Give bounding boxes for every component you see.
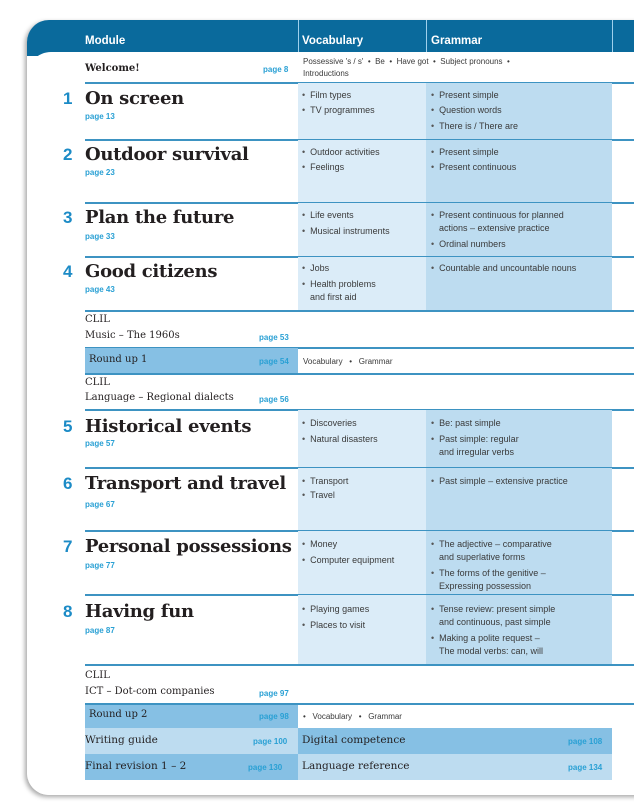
- vocab-item: • Discoveries: [302, 417, 357, 430]
- grammar-item: • Ordinal numbers: [431, 238, 506, 251]
- module-page[interactable]: page 23: [85, 168, 115, 177]
- grammar-item: • Be: past simple: [431, 417, 501, 430]
- module-page[interactable]: page 87: [85, 626, 115, 635]
- language-reference-title[interactable]: Language reference: [302, 760, 410, 772]
- module-number: 2: [63, 145, 73, 164]
- module-page[interactable]: page 57: [85, 439, 115, 448]
- module-title[interactable]: Historical events: [85, 416, 252, 437]
- grammar-item: • Tense review: present simple: [431, 603, 555, 616]
- welcome-topics-line1: Possessive 's / s' • Be • Have got • Subject pronouns •: [303, 57, 510, 66]
- vocab-item: • Film types: [302, 89, 351, 102]
- clil-title[interactable]: Language – Regional dialects: [85, 392, 234, 403]
- grammar-item-continued: actions – extensive practice: [439, 223, 550, 233]
- grammar-item: • The adjective – comparative: [431, 538, 552, 551]
- grammar-item: • The forms of the genitive –: [431, 567, 546, 580]
- grammar-item: • Present continuous for planned: [431, 209, 564, 222]
- vocab-item: • Travel: [302, 489, 335, 502]
- grammar-item: • Question words: [431, 104, 502, 117]
- module-number: 3: [63, 208, 73, 227]
- vocab-item: • Health problems: [302, 278, 376, 291]
- header-divider: [612, 20, 613, 56]
- row-divider: [85, 373, 634, 375]
- vocab-item: • Jobs: [302, 262, 329, 275]
- grammar-item: • Present simple: [431, 89, 499, 102]
- grammar-item: • Past simple – extensive practice: [431, 475, 568, 488]
- digital-competence-page[interactable]: page 108: [568, 737, 603, 746]
- row-divider: [85, 310, 634, 312]
- grammar-item-continued: and irregular verbs: [439, 447, 515, 457]
- welcome-title: Welcome!: [85, 63, 140, 74]
- roundup-topics: • Vocabulary • Grammar: [303, 712, 402, 721]
- writing-guide-page[interactable]: page 100: [253, 737, 288, 746]
- module-title[interactable]: Transport and travel: [85, 473, 286, 494]
- header-grammar: Grammar: [431, 35, 483, 47]
- vocab-item: • Transport: [302, 475, 348, 488]
- language-reference-page[interactable]: page 134: [568, 763, 603, 772]
- module-number: 8: [63, 602, 73, 621]
- vocab-item: • Money: [302, 538, 337, 551]
- module-title[interactable]: Outdoor survival: [85, 144, 249, 165]
- module-title[interactable]: Plan the future: [85, 207, 235, 228]
- module-title[interactable]: On screen: [85, 88, 184, 109]
- welcome-topics-line2: Introductions: [303, 69, 349, 78]
- grammar-item: • Countable and uncountable nouns: [431, 262, 576, 275]
- vocab-item: • TV programmes: [302, 104, 375, 117]
- module-page[interactable]: page 67: [85, 500, 115, 509]
- module-page[interactable]: page 33: [85, 232, 115, 241]
- table-body: [27, 52, 634, 795]
- vocab-item: • Computer equipment: [302, 554, 394, 567]
- grammar-item-continued: The modal verbs: can, will: [439, 646, 544, 656]
- clil-page[interactable]: page 53: [259, 333, 289, 342]
- final-revision-page[interactable]: page 130: [248, 763, 283, 772]
- vocab-item: • Musical instruments: [302, 225, 390, 238]
- vocab-item-continued: and first aid: [310, 292, 357, 302]
- module-number: 1: [63, 89, 73, 108]
- welcome-page[interactable]: page 8: [263, 65, 289, 74]
- grammar-item: • Present simple: [431, 146, 499, 159]
- roundup-page[interactable]: page 98: [259, 712, 289, 721]
- row-divider: [85, 664, 634, 666]
- module-page[interactable]: page 43: [85, 285, 115, 294]
- digital-competence-title[interactable]: Digital competence: [302, 734, 406, 746]
- clil-page[interactable]: page 56: [259, 395, 289, 404]
- grammar-item: • There is / There are: [431, 120, 518, 133]
- module-title[interactable]: Good citizens: [85, 261, 218, 282]
- clil-title[interactable]: ICT – Dot-com companies: [85, 686, 215, 697]
- roundup-title[interactable]: Round up 1: [89, 354, 148, 365]
- writing-guide-title[interactable]: Writing guide: [85, 734, 158, 746]
- module-title[interactable]: Personal possessions: [85, 536, 292, 557]
- clil-page[interactable]: page 97: [259, 689, 289, 698]
- final-revision-title[interactable]: Final revision 1 – 2: [85, 760, 187, 772]
- contents-card: [27, 20, 634, 795]
- vocab-item: • Playing games: [302, 603, 369, 616]
- grammar-item: • Making a polite request –: [431, 632, 540, 645]
- module-number: 4: [63, 262, 73, 281]
- roundup-title[interactable]: Round up 2: [89, 709, 148, 720]
- table-header: [27, 20, 634, 56]
- grammar-item-continued: and superlative forms: [439, 552, 526, 562]
- grammar-item: • Present continuous: [431, 161, 516, 174]
- module-page[interactable]: page 13: [85, 112, 115, 121]
- clil-label: CLIL: [85, 314, 110, 325]
- vocab-item: • Feelings: [302, 161, 344, 174]
- header-divider: [426, 20, 427, 56]
- vocab-item: • Natural disasters: [302, 433, 378, 446]
- grammar-item-continued: Expressing possession: [439, 581, 532, 591]
- clil-label: CLIL: [85, 377, 110, 388]
- module-page[interactable]: page 77: [85, 561, 115, 570]
- vocab-item: • Life events: [302, 209, 354, 222]
- clil-title[interactable]: Music – The 1960s: [85, 330, 180, 341]
- roundup-topics: Vocabulary • Grammar: [303, 357, 393, 366]
- module-number: 7: [63, 537, 73, 556]
- header-vocabulary: Vocabulary: [302, 35, 364, 47]
- clil-label: CLIL: [85, 670, 110, 681]
- module-title[interactable]: Having fun: [85, 601, 194, 622]
- vocab-item: • Outdoor activities: [302, 146, 380, 159]
- vocab-item: • Places to visit: [302, 619, 365, 632]
- module-number: 5: [63, 417, 73, 436]
- header-module: Module: [85, 35, 126, 47]
- module-number: 6: [63, 474, 73, 493]
- roundup-page[interactable]: page 54: [259, 357, 289, 366]
- row-divider: [85, 703, 634, 705]
- grammar-item: • Past simple: regular: [431, 433, 519, 446]
- grammar-item-continued: and continuous, past simple: [439, 617, 551, 627]
- header-divider: [298, 20, 299, 56]
